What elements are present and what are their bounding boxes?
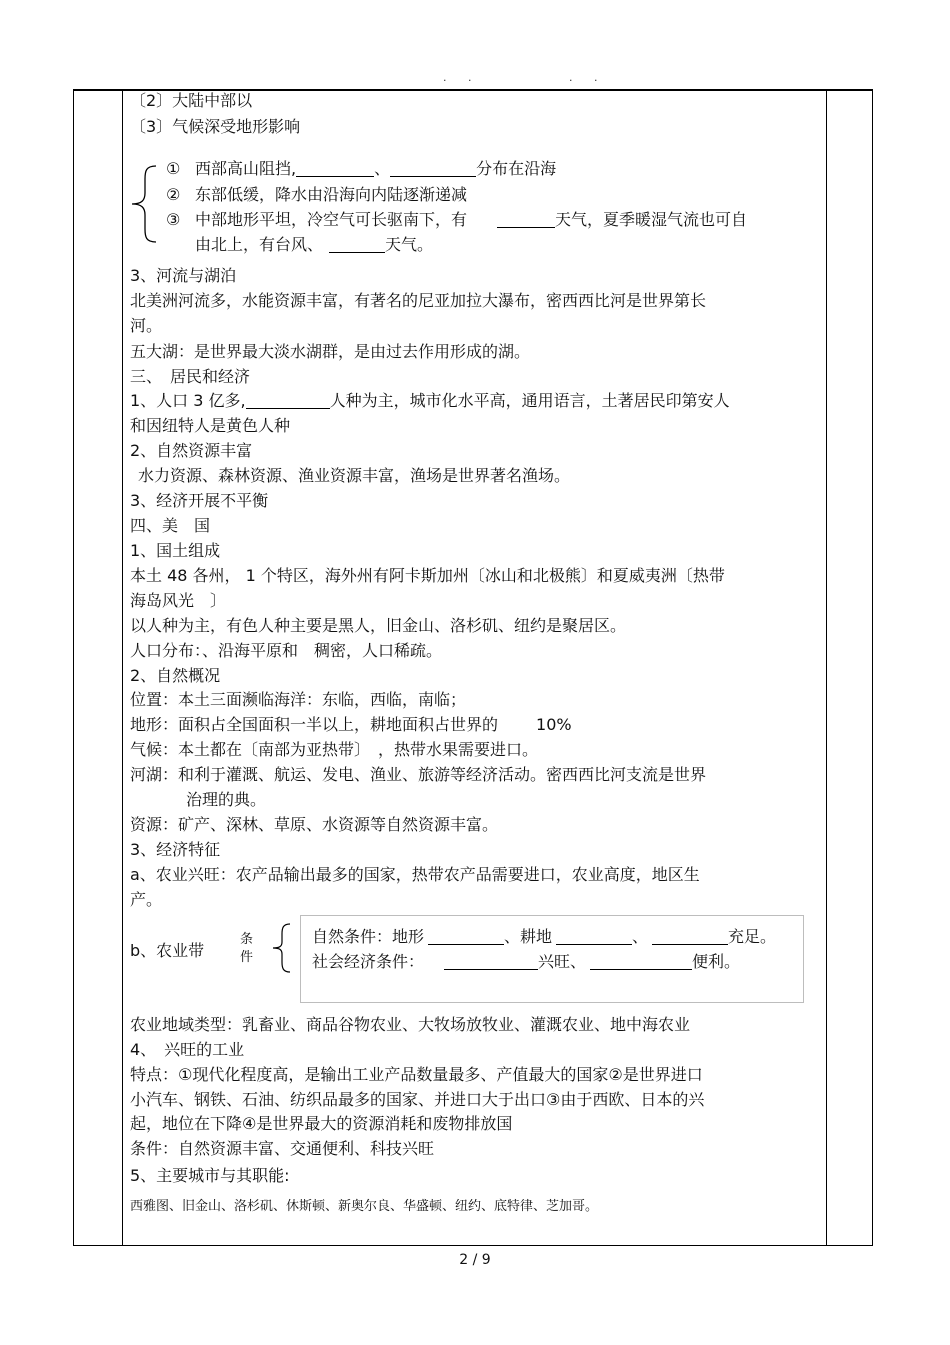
box-text: 充足。 bbox=[728, 927, 777, 946]
city-list: 西雅图、旧金山、洛杉矶、休斯顿、新奥尔良、华盛顿、纽约、底特律、芝加哥。 bbox=[130, 1199, 599, 1214]
paragraph: 农业地域类型：乳畜业、商品谷物农业、大牧场放牧业、灌溉农业、地中海农业 bbox=[130, 1015, 691, 1034]
column-divider-left bbox=[122, 89, 123, 1246]
list-text: 分布在沿海 bbox=[476, 159, 557, 178]
paragraph: 河。 bbox=[130, 316, 163, 335]
paragraph: 人口分布：、沿海平原和 稠密，人口稀疏。 bbox=[130, 641, 443, 660]
subheading: 3、经济特征 bbox=[130, 840, 221, 859]
box-text: 社会经济条件： bbox=[312, 952, 425, 971]
section-heading: 3、河流与湖泊 bbox=[130, 266, 237, 285]
paragraph: 治理的典。 bbox=[186, 790, 267, 809]
box-text: 便利。 bbox=[692, 952, 741, 971]
paragraph: 河湖：和利于灌溉、航运、发电、渔业、旅游等经济活动。密西西比河支流是世界 bbox=[130, 765, 707, 784]
paragraph: 海岛风光 〕 bbox=[130, 591, 227, 610]
list-item-1 bbox=[195, 158, 556, 180]
paragraph: 和因纽特人是黄色人种 bbox=[130, 416, 291, 435]
fill-blank bbox=[329, 236, 385, 253]
percentage-value: 10% bbox=[536, 715, 572, 734]
list-number: ③ bbox=[166, 210, 181, 229]
page-number: 2 / 9 bbox=[459, 1252, 491, 1268]
list-text: 、 bbox=[374, 159, 391, 178]
paragraph-text: 地形：面积占全国面积一半以上，耕地面积占世界的 bbox=[130, 715, 499, 734]
text-line: 〔3〕气候深受地形影响 bbox=[130, 117, 301, 136]
header-dot: . bbox=[443, 71, 447, 84]
paragraph: 本土 48 各州， 1 个特区，海外州有阿卡斯加州〔冰山和北极熊〕和夏威夷洲〔热带 bbox=[130, 566, 725, 585]
belt-label: b、农业带 bbox=[130, 941, 205, 960]
subheading: 5、主要城市与其职能: bbox=[130, 1166, 290, 1185]
paragraph: 位置：本土三面濒临海洋：东临，西临，南临； bbox=[130, 690, 467, 709]
table-right-border bbox=[872, 89, 873, 1246]
subheading: 1、国土组成 bbox=[130, 541, 221, 560]
paragraph: 以人种为主，有色人种主要是黑人，旧金山、洛杉矶、纽约是聚居区。 bbox=[130, 616, 627, 635]
paragraph: 北美洲河流多，水能资源丰富，有著名的尼亚加拉大瀑布，密西西比河是世界第长 bbox=[130, 291, 707, 310]
fill-blank bbox=[296, 160, 374, 177]
paragraph: a、农业兴旺：农产品输出最多的国家，热带农产品需要进口，农业高度，地区生 bbox=[130, 865, 700, 884]
paragraph: 小汽车、钢铁、石油、纺织品最多的国家、并进口大于出口③由于西欧、日本的兴 bbox=[130, 1090, 705, 1109]
subheading: 2、自然概况 bbox=[130, 666, 221, 685]
condition-label-1: 条 bbox=[240, 932, 254, 947]
list-text: 天气。 bbox=[385, 235, 434, 254]
paragraph-text: 人种为主，城市化水平高，通用语言，土著居民印第安人 bbox=[329, 391, 730, 410]
box-text: 、 bbox=[632, 927, 649, 946]
header-dot: . bbox=[468, 71, 472, 84]
list-item-3-cont bbox=[195, 234, 433, 256]
text-line: 〔2〕大陆中部以 bbox=[130, 91, 253, 110]
subheading: 3、经济开展不平衡 bbox=[130, 491, 269, 510]
fill-blank bbox=[590, 953, 692, 970]
paragraph: 条件：自然资源丰富、交通便利、科技兴旺 bbox=[130, 1139, 435, 1158]
paragraph: 特点：①现代化程度高，是输出工业产品数量最多、产值最大的国家②是世界进口 bbox=[130, 1065, 703, 1084]
natural-conditions bbox=[312, 926, 776, 948]
header-dot: . bbox=[594, 71, 598, 84]
box-text: 、耕地 bbox=[504, 927, 553, 946]
table-left-border bbox=[73, 89, 74, 1246]
box-text: 自然条件：地形 bbox=[312, 927, 425, 946]
list-number: ② bbox=[166, 185, 181, 204]
fill-blank bbox=[652, 928, 728, 945]
subheading: 4、 兴旺的工业 bbox=[130, 1040, 245, 1059]
paragraph: 水力资源、森林资源、渔业资源丰富，渔场是世界著名渔场。 bbox=[138, 466, 571, 485]
fill-blank bbox=[444, 953, 538, 970]
header-dot: . bbox=[569, 71, 573, 84]
list-text: 中部地形平坦，冷空气可长驱南下，有 bbox=[195, 210, 468, 229]
curly-brace bbox=[268, 922, 294, 974]
paragraph: 气候：本土都在〔南部为亚热带〕 ，热带水果需要进口。 bbox=[130, 740, 539, 759]
table-bottom-border bbox=[73, 1245, 873, 1246]
box-text: 兴旺、 bbox=[538, 952, 587, 971]
header-dots bbox=[0, 72, 950, 86]
condition-label-2: 件 bbox=[240, 950, 254, 965]
paragraph bbox=[130, 714, 572, 736]
paragraph: 产。 bbox=[130, 890, 163, 909]
paragraph-text: 1、人口 3 亿多, bbox=[130, 391, 246, 410]
fill-blank bbox=[246, 392, 330, 409]
paragraph: 五大湖：是世界最大淡水湖群，是由过去作用形成的湖。 bbox=[130, 342, 531, 361]
subheading: 2、自然资源丰富 bbox=[130, 441, 253, 460]
column-divider-right bbox=[826, 89, 827, 1246]
list-number: ① bbox=[166, 159, 181, 178]
paragraph: 资源：矿产、深林、草原、水资源等自然资源丰富。 bbox=[130, 815, 499, 834]
fill-blank bbox=[390, 160, 476, 177]
curly-brace bbox=[128, 163, 160, 245]
paragraph bbox=[130, 390, 730, 412]
list-text: 西部高山阻挡, bbox=[195, 159, 297, 178]
list-item-2: 东部低缓，降水由沿海向内陆逐渐递减 bbox=[195, 185, 468, 204]
list-item-3 bbox=[195, 209, 747, 231]
fill-blank bbox=[428, 928, 504, 945]
list-text: 由北上，有台风、 bbox=[195, 235, 324, 254]
social-conditions bbox=[312, 951, 740, 973]
section-heading: 三、 居民和经济 bbox=[130, 367, 251, 386]
list-text: 天气，夏季暖湿气流也可自 bbox=[555, 210, 748, 229]
fill-blank bbox=[497, 211, 555, 228]
fill-blank bbox=[556, 928, 632, 945]
section-heading: 四、美 国 bbox=[130, 516, 211, 535]
paragraph: 起，地位在下降④是世界最大的资源消耗和废物排放国 bbox=[130, 1114, 513, 1133]
